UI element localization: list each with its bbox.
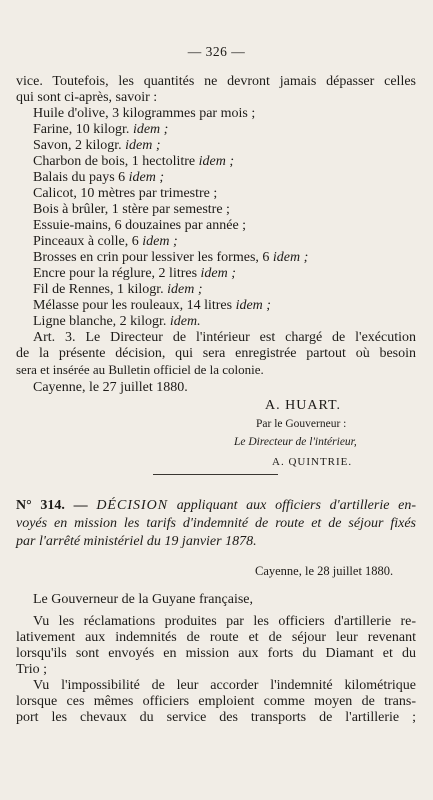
paragraph-line: qui sont ci-après, savoir :	[16, 90, 158, 105]
page-number: — 326 —	[187, 44, 246, 59]
decision-heading-line: voyés en mission les tarifs d'indemnité de route et de séjour fixés	[16, 516, 416, 531]
consideration-line: Trio ;	[16, 662, 48, 677]
supply-item: Brosses en crin pour lessiver les formes, 6 idem ;	[33, 250, 309, 265]
consideration-line: lorsque ces mêmes officiers emploient comme moyen de trans-	[16, 694, 416, 709]
article-line: de la présente décision, qui sera enregistrée partout où besoin	[16, 346, 416, 361]
supply-item: Mélasse pour les rouleaux, 14 litres idem ;	[33, 298, 271, 313]
consideration-line: lorsqu'ils sont envoyés en mission aux forts du Diamant et du	[16, 646, 416, 661]
supply-item: Encre pour la réglure, 2 litres idem ;	[33, 266, 236, 281]
supply-item: Farine, 10 kilogr. idem ;	[33, 122, 169, 137]
article-line: Art. 3. Le Directeur de l'intérieur est chargé de l'exécution	[33, 330, 416, 345]
supply-item: Essuie-mains, 6 douzaines par année ;	[33, 218, 247, 233]
supply-item: Calicot, 10 mètres par trimestre ;	[33, 186, 218, 201]
article-line: sera et insérée au Bulletin officiel de la colonie.	[16, 362, 264, 377]
decision-heading-line: par l'arrêté ministériel du 19 janvier 1878.	[16, 534, 257, 549]
decision-title: DÉCISION	[96, 498, 169, 513]
place-date: Cayenne, le 27 juillet 1880.	[33, 380, 188, 395]
supply-item: Charbon de bois, 1 hectolitre idem ;	[33, 154, 235, 169]
supply-item: Huile d'olive, 3 kilogrammes par mois ;	[33, 106, 256, 121]
supply-item: Fil de Rennes, 1 kilogr. idem ;	[33, 282, 203, 297]
supply-item: Pinceaux à colle, 6 idem ;	[33, 234, 178, 249]
decision-date: Cayenne, le 28 juillet 1880.	[255, 564, 394, 578]
supply-item: Bois à brûler, 1 stère par semestre ;	[33, 202, 230, 217]
consideration-line: port les chevaux du service des transports de l'artillerie ;	[16, 710, 416, 725]
paragraph-line: vice. Toutefois, les quantités ne devront jamais dépasser celles	[16, 74, 416, 89]
governor-line: Le Gouverneur de la Guyane française,	[33, 592, 254, 607]
signature-title: Le Directeur de l'intérieur,	[234, 436, 357, 448]
decision-number: N° 314. —	[16, 498, 88, 513]
supply-item: Ligne blanche, 2 kilogr. idem.	[33, 314, 201, 329]
signature-name: A. HUART.	[265, 398, 341, 413]
decision-heading-text: appliquant aux officiers d'artillerie en-	[176, 498, 416, 513]
decision-heading-line	[16, 498, 416, 514]
signature-par: Par le Gouverneur :	[256, 418, 347, 430]
supply-item: Savon, 2 kilogr. idem ;	[33, 138, 161, 153]
section-separator	[153, 474, 278, 475]
signature-name-2: A. QUINTRIE.	[272, 456, 353, 468]
supply-item: Balais du pays 6 idem ;	[33, 170, 165, 185]
consideration-line: lativement aux indemnités de route et de séjour leur revenant	[16, 630, 416, 645]
consideration-line: Vu les réclamations produites par les officiers d'artillerie re-	[33, 614, 416, 629]
consideration-line: Vu l'impossibilité de leur accorder l'indemnité kilométrique	[33, 678, 416, 693]
